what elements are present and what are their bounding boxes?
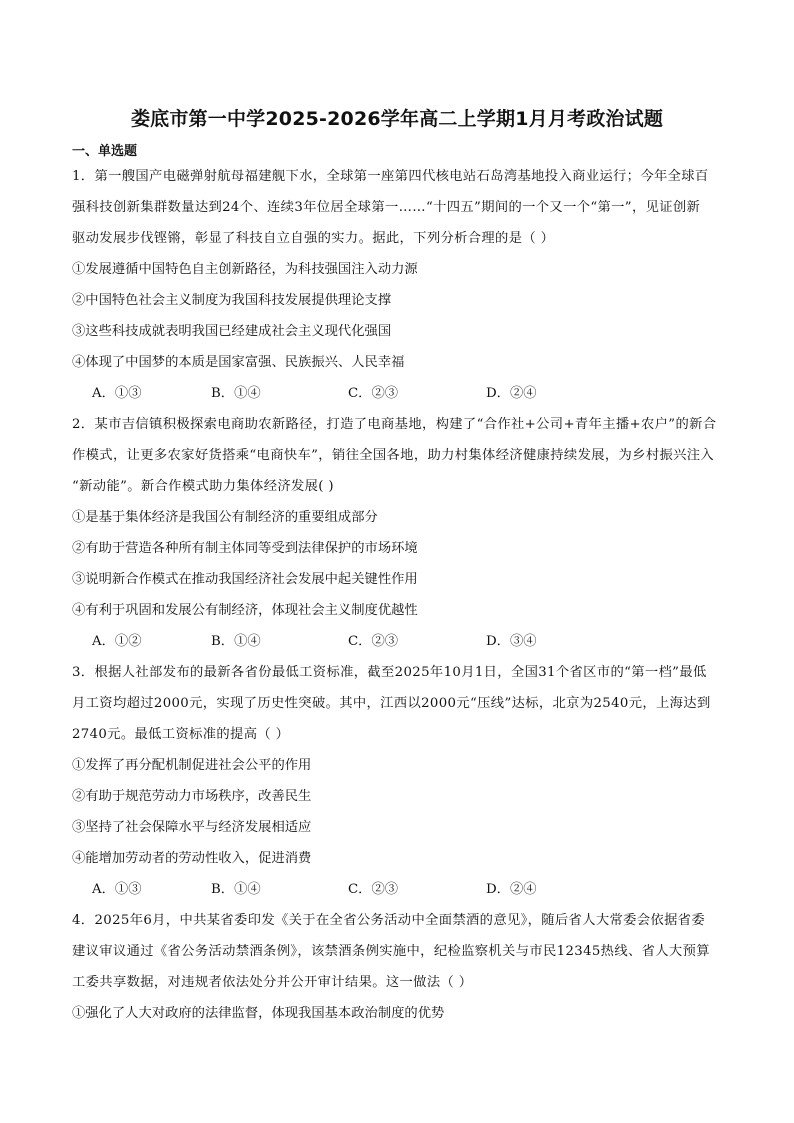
question-1-option-d[interactable]: D．②④ bbox=[486, 386, 537, 401]
question-3-option-d[interactable]: D．②④ bbox=[486, 882, 537, 897]
question-4-stem-line-2: 建议审议通过《省公务活动禁酒条例》，该禁酒条例实施中，纪检监察机关与市民12345热线、省人大预算 bbox=[72, 944, 710, 959]
question-1-stem-line-3: 驱动发展步伐铿锵，彰显了科技自立自强的实力。据此，下列分析合理的是（ ） bbox=[72, 231, 555, 246]
question-1-stem-line-2: 强科技创新集群数量达到24个、连续3年位居全球第一……“十四五”期间的一个又一个“第一”，见证创新 bbox=[72, 200, 701, 215]
question-3-stem-line-3: 2740元。最低工资标准的提高（ ） bbox=[72, 727, 290, 742]
question-2-stem-line-1: 2．某市吉信镇积极探索电商助农新路径，打造了电商基地，构建了“合作社+公司+青年主播+农户”的新合 bbox=[72, 417, 717, 432]
question-3-statement-2: ②有助于规范劳动力市场秩序，改善民生 bbox=[72, 789, 312, 804]
question-3-option-c[interactable]: C．②③ bbox=[348, 882, 399, 897]
question-1-statement-2: ②中国特色社会主义制度为我国科技发展提供理论支撑 bbox=[72, 293, 392, 308]
section-heading: 一、单选题 bbox=[72, 144, 138, 159]
question-1-statement-1: ①发展遵循中国特色自主创新路径，为科技强国注入动力源 bbox=[72, 262, 418, 277]
question-1-stem-line-1: 1．第一艘国产电磁弹射航母福建舰下水，全球第一座第四代核电站石岛湾基地投入商业运行；今年全球百 bbox=[72, 169, 709, 184]
question-2-stem-line-3: “新动能”。新合作模式助力集体经济发展( ) bbox=[72, 479, 334, 494]
question-2-option-a[interactable]: A．①② bbox=[92, 634, 142, 649]
question-4-stem-line-3: 工委共享数据，对违规者依法处分并公开审计结果。这一做法（ ） bbox=[72, 975, 473, 990]
question-3-stem-line-1: 3．根据人社部发布的最新各省份最低工资标准，截至2025年10月1日，全国31个省区市的“第一档”最低 bbox=[72, 665, 707, 680]
question-3-stem-line-2: 月工资均超过2000元，实现了历史性突破。其中，江西以2000元“压线”达标，北京为2540元，上海达到 bbox=[72, 696, 711, 711]
question-3-statement-1: ①发挥了再分配机制促进社会公平的作用 bbox=[72, 758, 312, 773]
question-1-statement-3: ③这些科技成就表明我国已经建成社会主义现代化强国 bbox=[72, 324, 392, 339]
question-2-statement-1: ①是基于集体经济是我国公有制经济的重要组成部分 bbox=[72, 510, 378, 525]
question-1-option-b[interactable]: B．①④ bbox=[211, 386, 261, 401]
question-2-statement-3: ③说明新合作模式在推动我国经济社会发展中起关键性作用 bbox=[72, 572, 418, 587]
question-3-statement-4: ④能增加劳动者的劳动性收入，促进消费 bbox=[72, 851, 312, 866]
question-4-stem-line-1: 4．2025年6月，中共某省委印发《关于在全省公务活动中全面禁酒的意见》，随后省人大常委会依据省委 bbox=[72, 913, 706, 928]
question-4-statement-1: ①强化了人大对政府的法律监督，体现我国基本政治制度的优势 bbox=[72, 1006, 445, 1021]
question-2-stem-line-2: 作模式，让更多农家好货搭乘“电商快车”，销往全国各地，助力村集体经济健康持续发展，为乡村振兴注入 bbox=[72, 448, 715, 463]
question-1-option-c[interactable]: C．②③ bbox=[348, 386, 399, 401]
question-3-statement-3: ③坚持了社会保障水平与经济发展相适应 bbox=[72, 820, 312, 835]
question-1-statement-4: ④体现了中国梦的本质是国家富强、民族振兴、人民幸福 bbox=[72, 355, 405, 370]
question-1-option-a[interactable]: A．①③ bbox=[92, 386, 142, 401]
question-3-option-a[interactable]: A．①③ bbox=[92, 882, 142, 897]
question-2-option-c[interactable]: C．②③ bbox=[348, 634, 399, 649]
question-2-statement-2: ②有助于营造各种所有制主体同等受到法律保护的市场环境 bbox=[72, 541, 418, 556]
question-3-option-b[interactable]: B．①④ bbox=[211, 882, 261, 897]
question-2-statement-4: ④有利于巩固和发展公有制经济，体现社会主义制度优越性 bbox=[72, 603, 418, 618]
question-2-option-b[interactable]: B．①④ bbox=[211, 634, 261, 649]
page-title: 娄底市第一中学2025-2026学年高二上学期1月月考政治试题 bbox=[130, 108, 664, 130]
question-2-option-d[interactable]: D．③④ bbox=[486, 634, 537, 649]
